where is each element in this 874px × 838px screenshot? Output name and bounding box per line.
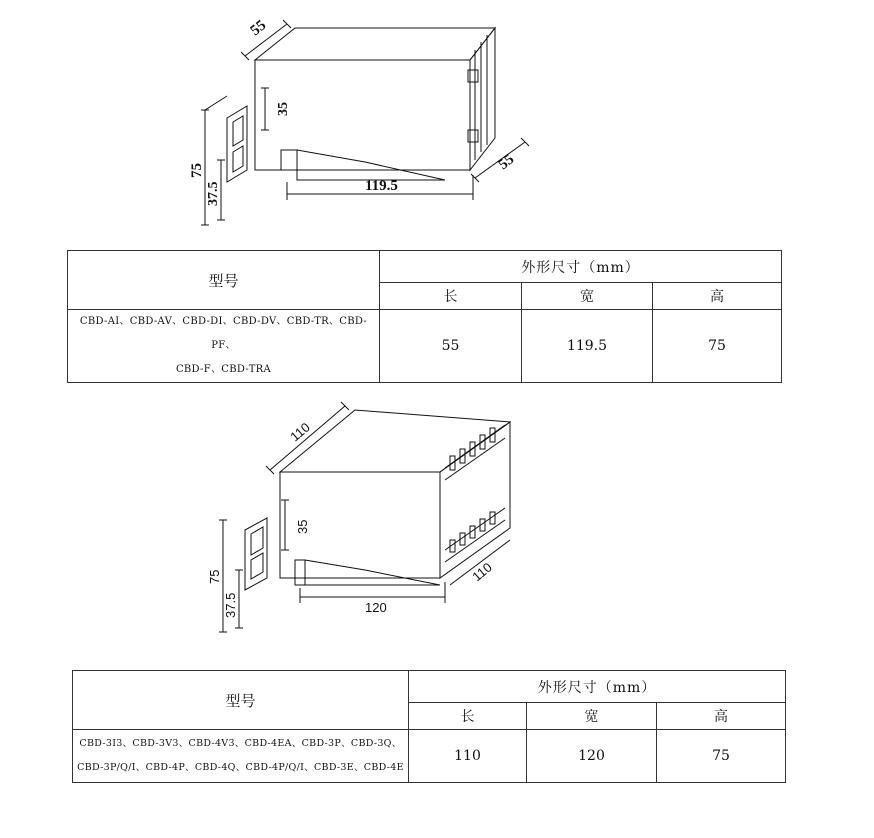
table2-dims-header: 外形尺寸（mm） — [409, 671, 786, 703]
table2-col-length: 长 — [409, 703, 527, 730]
fig1-dim-depth-label: 55 — [247, 17, 270, 40]
table1-model-header: 型号 — [68, 251, 380, 310]
table1-models-line1: CBD-AI、CBD-AV、CBD-DI、CBD-DV、CBD-TR、CBD-PF、 — [79, 316, 368, 351]
table1-length-value: 55 — [380, 310, 522, 383]
table2-col-width: 宽 — [527, 703, 657, 730]
table1-col-length: 长 — [380, 283, 522, 310]
table1-col-width: 宽 — [522, 283, 653, 310]
fig2-dim-rail-label: 35 — [295, 519, 310, 534]
table1-col-height: 高 — [653, 283, 782, 310]
fig1-dim-height-label: 75 — [189, 163, 205, 178]
spec-table-1 — [67, 250, 782, 383]
fig2-dim-depth-right-label: 110 — [469, 559, 495, 585]
table2-length-value: 110 — [409, 730, 527, 783]
table2-models-cell — [73, 730, 409, 783]
fig2-dim-half-height-label: 37.5 — [223, 592, 238, 618]
table1-models-line2: CBD-F、CBD-TRA — [175, 364, 272, 375]
table1-width-value: 119.5 — [522, 310, 653, 383]
table2-model-header: 型号 — [73, 671, 409, 730]
table1-dims-header: 外形尺寸（mm） — [380, 251, 782, 283]
dimension-drawing-1-svg — [185, 10, 545, 235]
table2-width-value: 120 — [527, 730, 657, 783]
fig2-dim-height-label: 75 — [207, 569, 222, 584]
fig1-dim-rail-label: 35 — [276, 102, 291, 116]
table2-models-line2: CBD-3P/Q/I、CBD-4P、CBD-4Q、CBD-4P/Q/I、CBD-3E、CBD-4E — [77, 762, 404, 773]
table2-col-height: 高 — [657, 703, 786, 730]
fig1-dim-width-label: 119.5 — [365, 178, 398, 194]
dimension-drawing-2-svg — [205, 400, 515, 635]
fig1-dim-depth-right-label: 55 — [495, 151, 518, 174]
table2-models-line1: CBD-3I3、CBD-3V3、CBD-4V3、CBD-4EA、CBD-3P、CBD-3Q、 — [79, 738, 402, 749]
dimension-drawing-1 — [185, 10, 545, 235]
table1-height-value: 75 — [653, 310, 782, 383]
table1-models-cell — [68, 310, 380, 383]
fig2-dim-width-label: 120 — [365, 600, 387, 615]
fig1-dim-half-height-label: 37.5 — [206, 181, 221, 206]
fig2-dim-depth-label: 110 — [287, 419, 313, 445]
spec-table-2 — [72, 670, 786, 783]
table2-height-value: 75 — [657, 730, 786, 783]
dimension-drawing-2 — [205, 400, 515, 635]
